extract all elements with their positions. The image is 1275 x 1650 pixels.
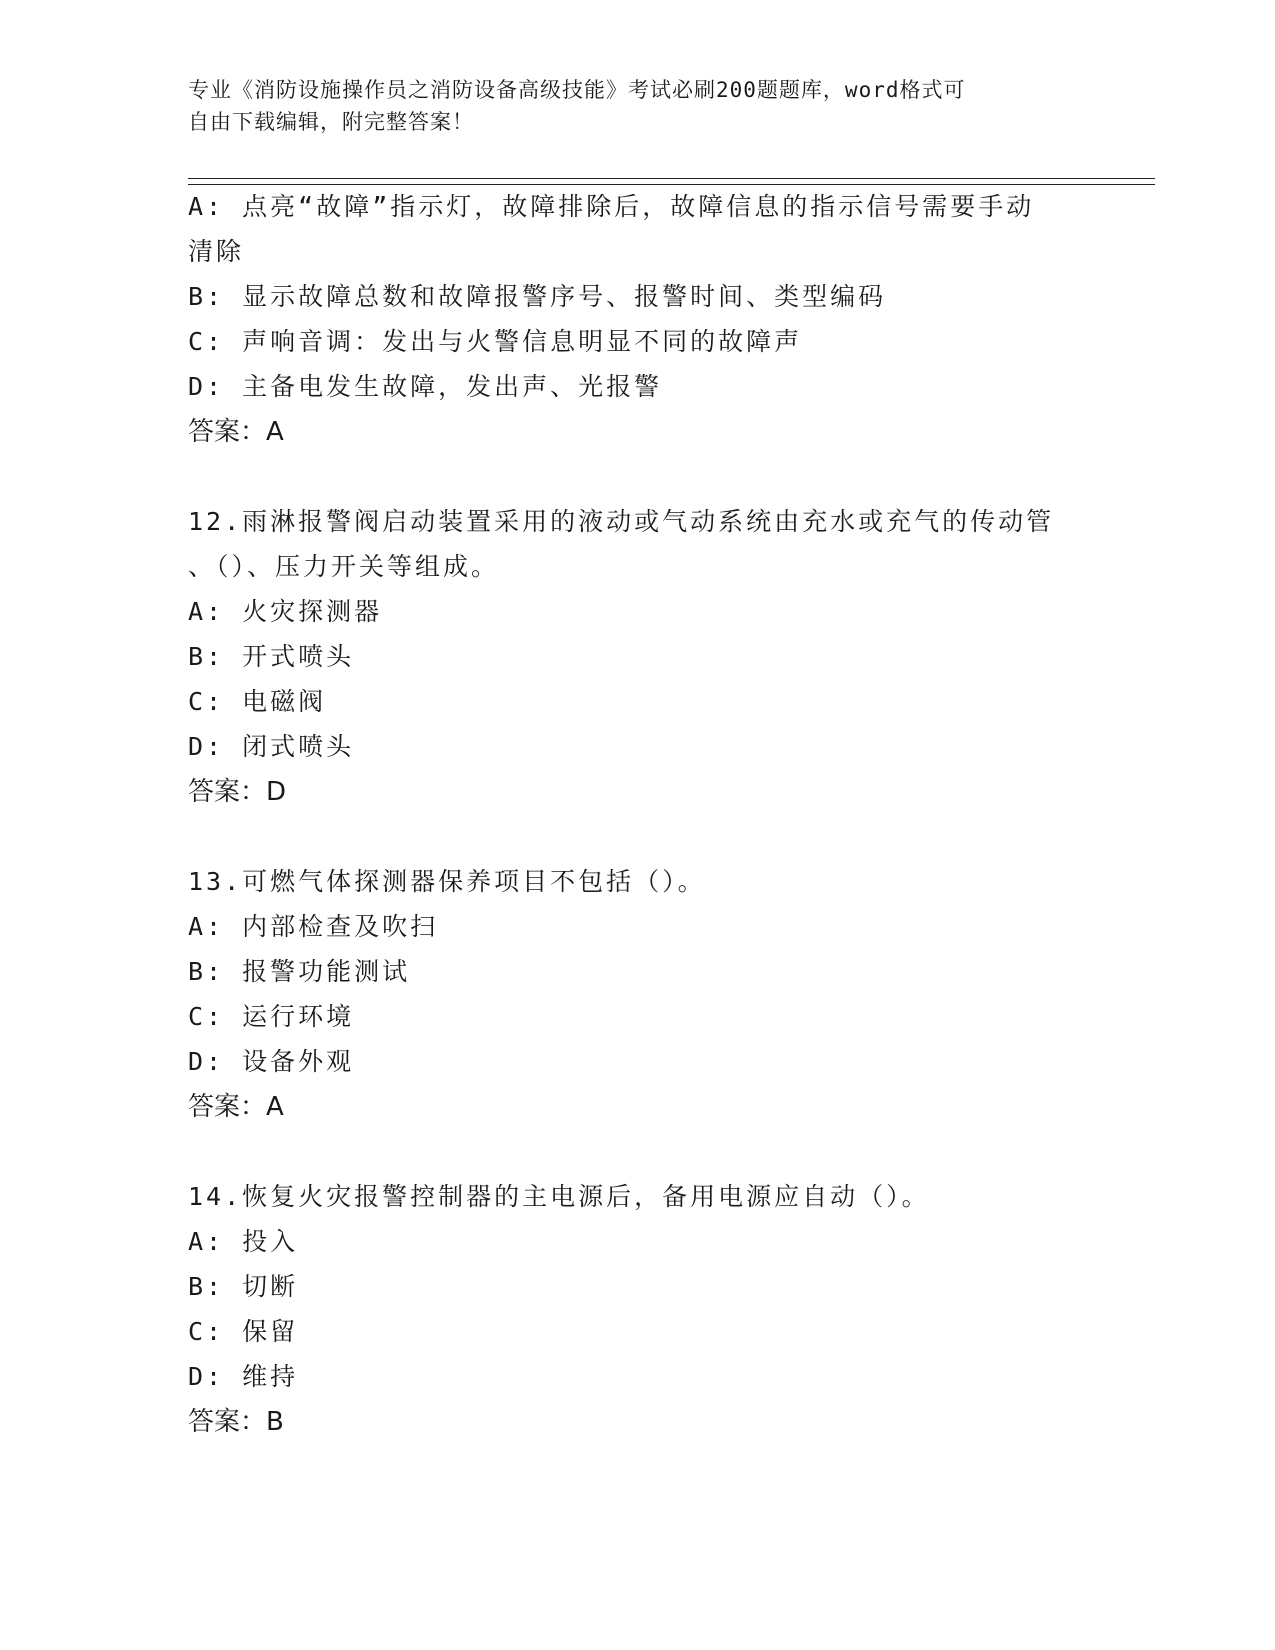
q12-stem-line1: 12.雨淋报警阀启动装置采用的液动或气动系统由充水或充气的传动管 xyxy=(188,507,1055,536)
q12-option-b: B: 开式喷头 xyxy=(188,642,355,671)
q13-option-a: A: 内部检查及吹扫 xyxy=(188,912,439,941)
q13-option-d: D: 设备外观 xyxy=(188,1047,355,1076)
q13-option-b: B: 报警功能测试 xyxy=(188,957,411,986)
q11-option-a-line2: 清除 xyxy=(188,237,245,266)
q12-stem-line2: 、（）、压力开关等组成。 xyxy=(188,552,500,581)
q11-option-c: C: 声响音调：发出与火警信息明显不同的故障声 xyxy=(188,327,803,356)
q11-option-a-line1: A: 点亮“故障”指示灯，故障排除后，故障信息的指示信号需要手动 xyxy=(188,192,1035,221)
q12-option-d: D: 闭式喷头 xyxy=(188,732,355,761)
q14-answer: 答案：B xyxy=(188,1407,284,1437)
q12-option-c: C: 电磁阀 xyxy=(188,687,327,716)
q13-stem-line1: 13.可燃气体探测器保养项目不包括（）。 xyxy=(188,867,706,896)
q13-option-c: C: 运行环境 xyxy=(188,1002,355,1031)
header-rule-top xyxy=(188,178,1155,179)
q14-option-c: C: 保留 xyxy=(188,1317,299,1346)
q12-answer: 答案：D xyxy=(188,777,287,807)
q11-option-b: B: 显示故障总数和故障报警序号、报警时间、类型编码 xyxy=(188,282,887,311)
document-header: 专业《消防设施操作员之消防设备高级技能》考试必刷200题题库，word格式可 自由下载编辑，附完整答案！ xyxy=(188,78,966,134)
q14-option-b: B: 切断 xyxy=(188,1272,299,1301)
q11-answer: 答案：A xyxy=(188,417,284,447)
header-rule-bottom xyxy=(188,184,1155,185)
q14-option-d: D: 维持 xyxy=(188,1362,299,1391)
q13-answer: 答案：A xyxy=(188,1092,284,1122)
q14-option-a: A: 投入 xyxy=(188,1227,299,1256)
q12-option-a: A: 火灾探测器 xyxy=(188,597,383,626)
q11-option-d: D: 主备电发生故障，发出声、光报警 xyxy=(188,372,663,401)
q14-stem-line1: 14.恢复火灾报警控制器的主电源后，备用电源应自动（）。 xyxy=(188,1182,930,1211)
